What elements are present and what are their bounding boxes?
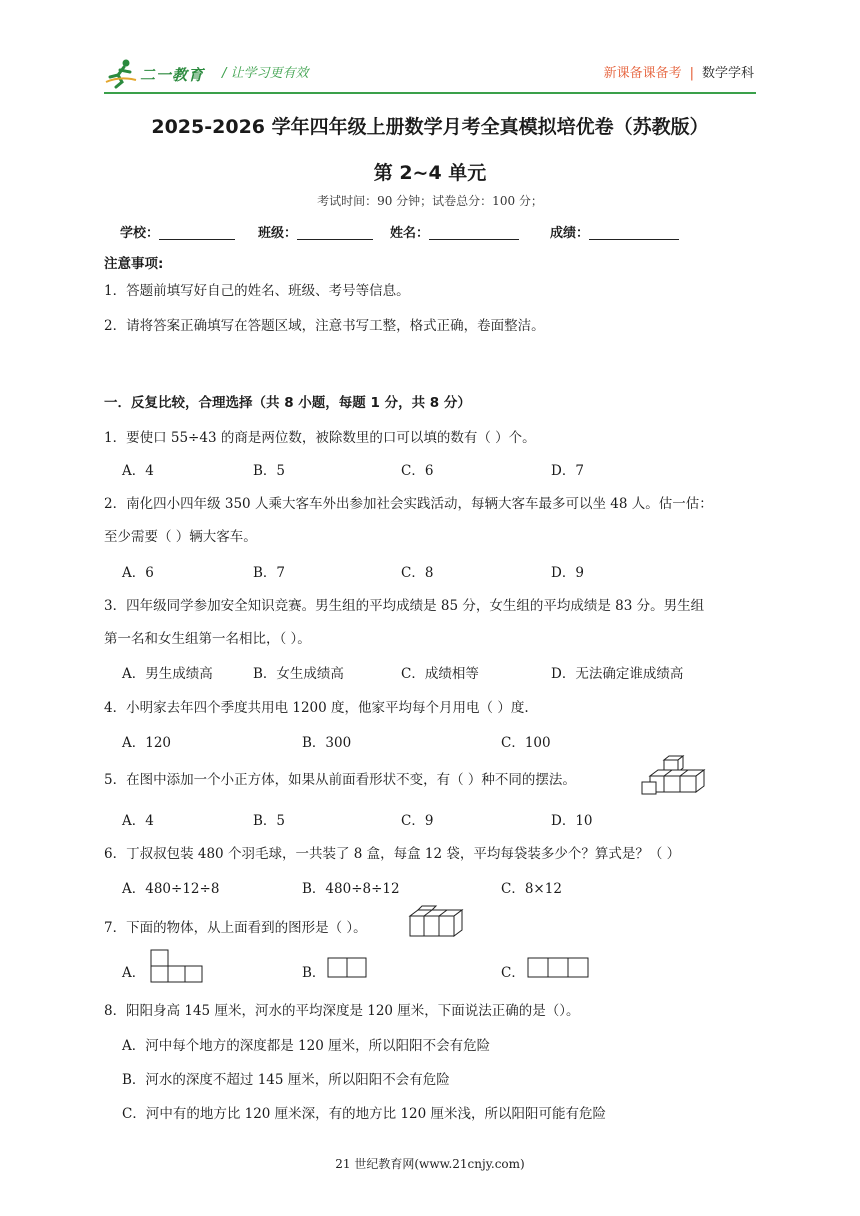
class-field[interactable] — [258, 222, 373, 241]
q5-option-b[interactable]: B．5 — [253, 813, 286, 829]
class-blank[interactable] — [297, 225, 373, 240]
q5-option-c[interactable]: C．9 — [401, 813, 434, 829]
q3-option-c[interactable]: C．成绩相等 — [401, 666, 479, 682]
school-label: 学校： — [120, 226, 160, 241]
school-blank[interactable] — [159, 225, 235, 240]
q6-option-a[interactable]: A．480÷12÷8 — [122, 881, 220, 897]
note-item: 2．请将答案正确填写在答题区域，注意书写工整，格式正确，卷面整洁。 — [104, 318, 545, 334]
q7-option-c-figure[interactable] — [527, 957, 591, 979]
question-2-stem: 2．南化四小四年级 350 人乘大客车外出参加社会实践活动，每辆大客车最多可以坐 48 人。估一估： — [104, 496, 713, 512]
note-item: 1．答题前填写好自己的姓名、班级、考号等信息。 — [104, 283, 410, 299]
name-field[interactable] — [390, 222, 519, 241]
notes-heading: 注意事项: — [104, 256, 164, 272]
q3-option-d[interactable]: D．无法确定谁成绩高 — [551, 666, 684, 682]
page-title: 2025-2026 学年四年级上册数学月考全真模拟培优卷（苏教版） — [151, 116, 709, 138]
q8-option-a[interactable]: A．河中每个地方的深度都是 120 厘米，所以阳阳不会有危险 — [122, 1038, 491, 1054]
object-figure-q7 — [408, 906, 464, 938]
q1-option-d[interactable]: D．7 — [551, 463, 584, 479]
q7-option-c[interactable]: C． — [501, 965, 525, 981]
question-4-stem: 4．小明家去年四个季度共用电 1200 度，他家平均每个月用电（ ）度. — [104, 700, 529, 716]
q7-option-b[interactable]: B． — [302, 965, 326, 981]
header-separator: | — [689, 66, 694, 81]
q7-option-a[interactable]: A． — [122, 965, 146, 981]
header-slogan: / 让学习更有效 — [222, 66, 309, 81]
score-blank[interactable] — [589, 225, 679, 240]
question-5-stem: 5．在图中添加一个小正方体，如果从前面看形状不变，有（ ）种不同的摆法。 — [104, 772, 576, 788]
class-label: 班级： — [258, 226, 298, 241]
q5-option-a[interactable]: A．4 — [122, 813, 154, 829]
question-3-stem: 3．四年级同学参加安全知识竞赛。男生组的平均成绩是 85 分，女生组的平均成绩是 83 分。男生组 — [104, 598, 705, 614]
q8-option-c[interactable]: C．河中有的地方比 120 厘米深，有的地方比 120 厘米浅，所以阳阳可能有危险 — [122, 1106, 607, 1122]
header-right — [604, 62, 754, 81]
q1-option-a[interactable]: A．4 — [122, 463, 154, 479]
header-divider — [104, 92, 756, 94]
section-heading: 一．反复比较，合理选择（共 8 小题，每题 1 分，共 8 分） — [104, 395, 471, 411]
name-label: 姓名： — [390, 226, 430, 241]
q5-option-d[interactable]: D．10 — [551, 813, 593, 829]
page-subtitle: 第 2~4 单元 — [373, 162, 487, 184]
q1-option-c[interactable]: C．6 — [401, 463, 434, 479]
question-6-stem: 6．丁叔叔包装 480 个羽毛球，一共装了 8 盒，每盒 12 袋，平均每袋装多少个？算式是？（ ） — [104, 846, 681, 862]
question-2-stem-cont: 至少需要（ ）辆大客车。 — [104, 529, 257, 545]
question-7-stem: 7．下面的物体，从上面看到的图形是（ ）。 — [104, 920, 367, 936]
q6-option-b[interactable]: B．480÷8÷12 — [302, 881, 400, 897]
q2-option-b[interactable]: B．7 — [253, 565, 286, 581]
header-subject: 数学学科 — [701, 66, 754, 81]
score-field[interactable] — [550, 222, 679, 241]
header-tag: 新课备课备考 — [603, 66, 682, 81]
q8-option-b[interactable]: B．河水的深度不超过 145 厘米，所以阳阳不会有危险 — [122, 1072, 450, 1088]
name-blank[interactable] — [429, 225, 519, 240]
exam-info: 考试时间：90 分钟；试卷总分：100 分； — [317, 194, 543, 208]
q4-option-a[interactable]: A．120 — [122, 735, 172, 751]
logo-runner-icon — [104, 58, 138, 88]
page-header — [0, 0, 860, 96]
q3-option-a[interactable]: A．男生成绩高 — [122, 666, 213, 682]
question-1-stem: 1．要使口 55÷43 的商是两位数，被除数里的口可以填的数有（ ）个。 — [104, 430, 536, 446]
question-3-stem-cont: 第一名和女生组第一名相比，（ ）。 — [104, 631, 311, 647]
score-label: 成绩： — [550, 226, 590, 241]
page-footer: 21 世纪教育网(www.21cnjy.com) — [335, 1157, 525, 1171]
q6-option-c[interactable]: C．8×12 — [501, 881, 562, 897]
q7-option-a-figure[interactable] — [149, 948, 205, 984]
brand-logo-text: 二一教育 — [140, 66, 205, 84]
q2-option-c[interactable]: C．8 — [401, 565, 434, 581]
q7-option-b-figure[interactable] — [327, 957, 369, 979]
school-field[interactable] — [120, 222, 235, 241]
cubes-figure-q5 — [640, 756, 712, 796]
q4-option-c[interactable]: C．100 — [501, 735, 551, 751]
q3-option-b[interactable]: B．女生成绩高 — [253, 666, 344, 682]
q4-option-b[interactable]: B．300 — [302, 735, 352, 751]
q1-option-b[interactable]: B．5 — [253, 463, 286, 479]
q2-option-d[interactable]: D．9 — [551, 565, 584, 581]
q2-option-a[interactable]: A．6 — [122, 565, 154, 581]
question-8-stem: 8．阳阳身高 145 厘米，河水的平均深度是 120 厘米，下面说法正确的是（）。 — [104, 1003, 580, 1019]
